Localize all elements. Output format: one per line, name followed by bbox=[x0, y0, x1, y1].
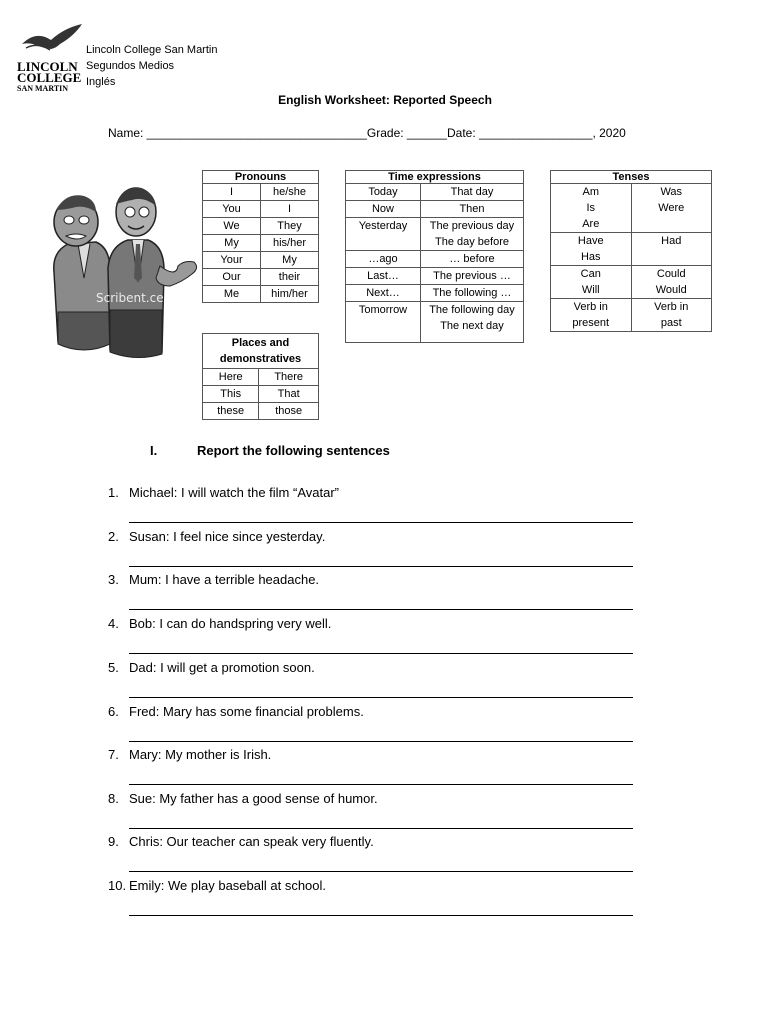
places-header: Places and demonstratives bbox=[203, 334, 319, 369]
school-level: Segundos Medios bbox=[86, 60, 175, 72]
table-row: Have Has Had bbox=[551, 233, 712, 266]
list-item: 5. Dad: I will get a promotion soon. bbox=[108, 660, 315, 675]
pronouns-table bbox=[202, 170, 319, 303]
table-row: I he/she bbox=[203, 184, 319, 201]
list-item: 6. Fred: Mary has some financial problems. bbox=[108, 704, 364, 719]
places-demonstratives-table bbox=[202, 333, 319, 420]
answer-line[interactable] bbox=[129, 784, 633, 785]
section-heading bbox=[150, 443, 390, 458]
answer-line[interactable] bbox=[129, 653, 633, 654]
list-item: 10. Emily: We play baseball at school. bbox=[108, 878, 327, 893]
table-row: Next… The following … bbox=[346, 285, 524, 302]
table-row: Your My bbox=[203, 252, 319, 269]
table-row: You I bbox=[203, 201, 319, 218]
table-row: Verb in present Verb in past bbox=[551, 299, 712, 332]
list-item: 1. Michael: I will watch the film “Avatar” bbox=[108, 485, 339, 500]
answer-line[interactable] bbox=[129, 609, 633, 610]
list-item: 2. Susan: I feel nice since yesterday. bbox=[108, 529, 326, 544]
svg-text:LINCOLN: LINCOLN bbox=[17, 59, 78, 74]
answer-line[interactable] bbox=[129, 871, 633, 872]
school-info bbox=[86, 42, 217, 90]
list-item: 7. Mary: My mother is Irish. bbox=[108, 747, 272, 762]
table-row: Am Is Are Was Were bbox=[551, 184, 712, 233]
table-row: Today That day bbox=[346, 184, 524, 201]
pronouns-header: Pronouns bbox=[203, 171, 319, 184]
time-expressions-header: Time expressions bbox=[346, 171, 524, 184]
section-number: I. bbox=[150, 443, 158, 458]
svg-text:COLLEGE: COLLEGE bbox=[17, 70, 82, 85]
tenses-table bbox=[550, 170, 712, 332]
table-row: Our their bbox=[203, 269, 319, 286]
list-item: 9. Chris: Our teacher can speak very fluently. bbox=[108, 834, 374, 849]
section-title: Report the following sentences bbox=[197, 443, 390, 458]
answer-line[interactable] bbox=[129, 915, 633, 916]
worksheet-title: English Worksheet: Reported Speech bbox=[278, 93, 492, 107]
table-row: Here There bbox=[203, 369, 319, 386]
name-grade-date-line: Name: _________________________________Grade: ______Date: _________________, 2020 bbox=[108, 126, 626, 140]
school-name: Lincoln College San Martin bbox=[86, 44, 218, 56]
answer-line[interactable] bbox=[129, 697, 633, 698]
table-row: Tomorrow The following day The next day bbox=[346, 302, 524, 343]
table-row: This That bbox=[203, 386, 319, 403]
list-item: 4. Bob: I can do handspring very well. bbox=[108, 616, 332, 631]
answer-line[interactable] bbox=[129, 741, 633, 742]
table-row: My his/her bbox=[203, 235, 319, 252]
table-row: Me him/her bbox=[203, 286, 319, 303]
table-row: We They bbox=[203, 218, 319, 235]
school-logo bbox=[16, 22, 86, 92]
school-subject: Inglés bbox=[86, 76, 116, 88]
table-row: Last… The previous … bbox=[346, 268, 524, 285]
table-row: these those bbox=[203, 403, 319, 420]
table-row: Can Will Could Would bbox=[551, 266, 712, 299]
two-men-cartoon-illustration bbox=[44, 182, 204, 360]
answer-line[interactable] bbox=[129, 828, 633, 829]
time-expressions-table bbox=[345, 170, 524, 343]
table-row: Now Then bbox=[346, 201, 524, 218]
list-item: 8. Sue: My father has a good sense of humor. bbox=[108, 791, 378, 806]
svg-text:Scribent.ce: Scribent.ce bbox=[96, 291, 164, 305]
table-row: Yesterday The previous day The day before bbox=[346, 218, 524, 251]
list-item: 3. Mum: I have a terrible headache. bbox=[108, 572, 320, 587]
tenses-header: Tenses bbox=[551, 171, 712, 184]
table-row: …ago … before bbox=[346, 251, 524, 268]
answer-line[interactable] bbox=[129, 566, 633, 567]
answer-line[interactable] bbox=[129, 522, 633, 523]
svg-text:SAN MARTIN: SAN MARTIN bbox=[17, 84, 69, 92]
